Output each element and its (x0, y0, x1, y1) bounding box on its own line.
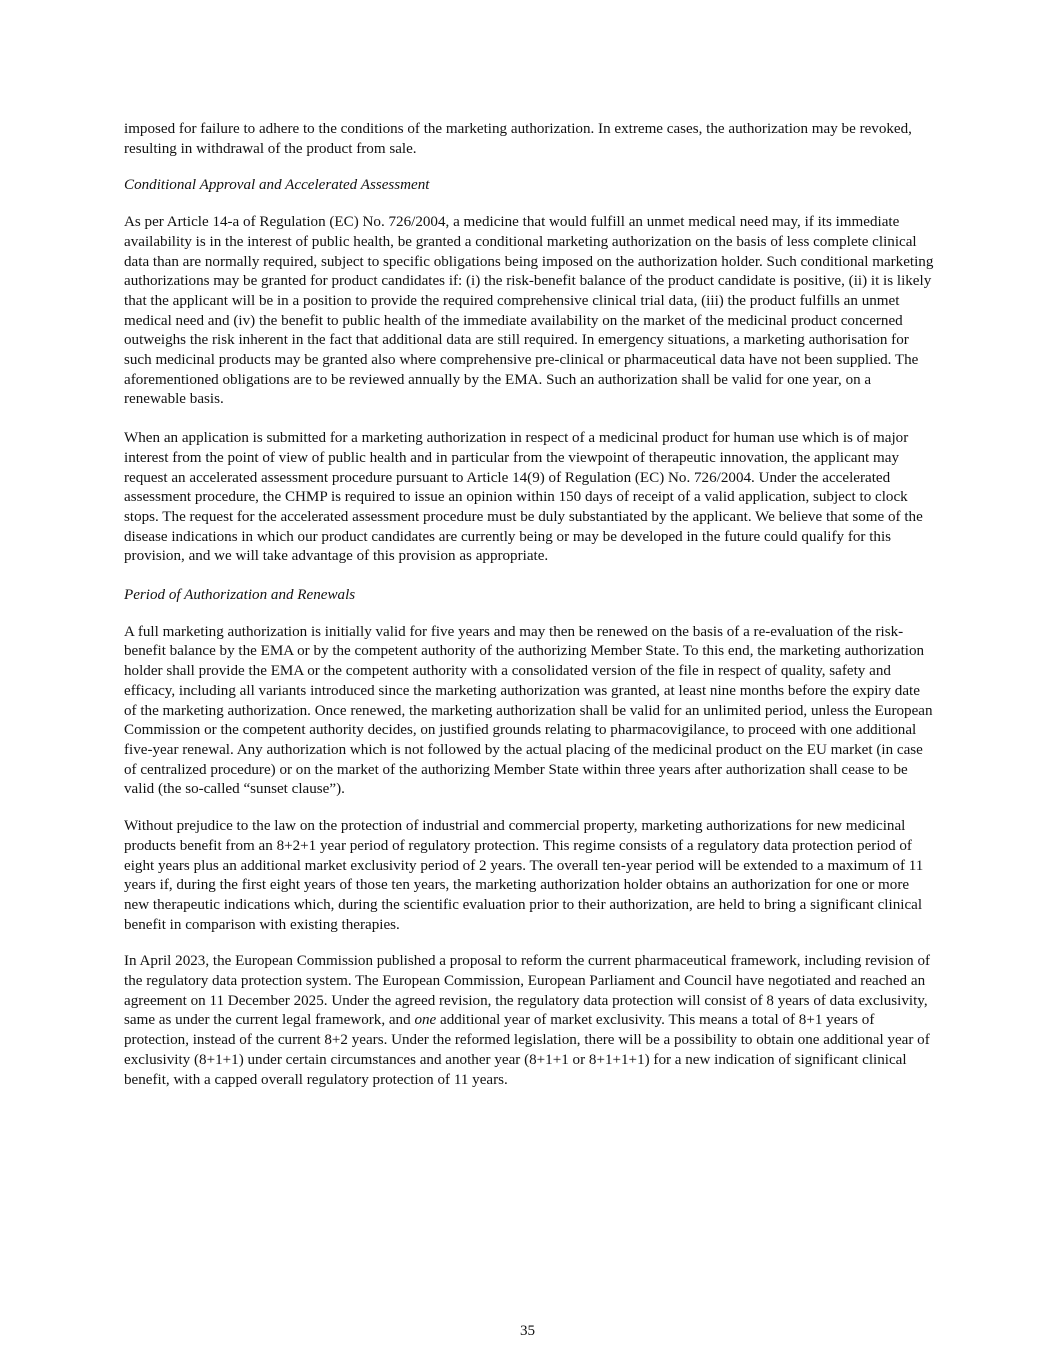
paragraph-article-14a: As per Article 14-a of Regulation (EC) No. 726/2004, a medicine that would fulfill an unmet medical need may, if its immediate availability is in the interest of public health, be granted a conditional marketing authorization on the basis of less complete clinical data than are normally required, subject to specific obligations being imposed on the authorization holder. Such conditional marketing authorizations may be granted for product candidates if: (i) the risk-benefit balance of the product candidate is positive, (ii) it is likely that the applicant will be in a position to provide the required comprehensive clinical trial data, (iii) the product fulfills an unmet medical need and (iv) the benefit to public health of the immediate availability on the market of the medicinal product concerned outweighs the risk inherent in the fact that additional data are still required. In emergency situations, a marketing authorisation for such medicinal products may be granted also where comprehensive pre-clinical or pharmaceutical data have not been supplied. The aforementioned obligations are to be reviewed annually by the EMA. Such an authorization shall be valid for one year, on a renewable basis. (124, 214, 934, 408)
paragraph-pharma-reform-part2: additional year of market exclusivity. This means a total of 8+1 years of protection, instead of the current 8+2 years. Under the reformed legislation, there will be a possibility to obtain one additional year of exclusivity (8+1+1) under certain circumstances and another year (8+1+1 or 8+1+1+1) for a new indication of significant clinical benefit, with a capped overall regulatory protection of 11 years. (124, 1012, 930, 1088)
section-heading-conditional-approval: Conditional Approval and Accelerated Assessment (124, 177, 430, 194)
paragraph-pharma-reform-emphasis: one (414, 1012, 437, 1029)
paragraph-continuation: imposed for failure to adhere to the conditions of the marketing authorization. In extreme cases, the authorization may be revoked, resulting in withdrawal of the product from sale. (124, 121, 912, 157)
page-number: 35 (519, 1323, 536, 1339)
paragraph-regulatory-protection: Without prejudice to the law on the protection of industrial and commercial property, marketing authorizations for new medicinal products benefit from an 8+2+1 year period of regulatory protection. This regime consists of a regulatory data protection period of eight years plus an additional market exclusivity period of 2 years. The overall ten-year period will be extended to a maximum of 11 years if, during the first eight years of those ten years, the marketing authorization holder obtains an authorization for one or more new therapeutic indications which, during the scientific evaluation prior to their authorization, are held to bring a significant clinical benefit in comparison with existing therapies. (124, 818, 924, 933)
paragraph-pharma-reform-part1: In April 2023, the European Commission published a proposal to reform the current pharmaceutical framework, including revision of the regulatory data protection system. The European Commission, European Parliament and Council have negotiated and reached an agreement on 11 December 2025. Under the agreed revision, the regulatory data protection will consist of 8 years of data exclusivity, same as under the current legal framework, and (124, 953, 931, 1029)
section-heading-period-of-authorization: Period of Authorization and Renewals (124, 587, 356, 604)
paragraph-renewal: A full marketing authorization is initially valid for five years and may then be renewed on the basis of a re-evaluation of the risk-benefit balance by the EMA or by the competent authority of the authorizing Member State. To this end, the marketing authorization holder shall provide the EMA or the competent authority with a consolidated version of the file in respect of quality, safety and efficacy, including all variants introduced since the marketing authorization was granted, at least nine months before the expiry date of the marketing authorization. Once renewed, the marketing authorization shall be valid for an unlimited period, unless the European Commission or the competent authority decides, on justified grounds relating to pharmacovigilance, to proceed with one additional five-year renewal. Any authorization which is not followed by the actual placing of the medicinal product on the EU market (in case of centralized procedure) or on the market of the authorizing Member State within three years after authorization shall cease to be valid (the so-called “sunset clause”). (124, 623, 933, 798)
paragraph-accelerated-assessment: When an application is submitted for a marketing authorization in respect of a medicinal product for human use which is of major interest from the point of view of public health and in particular from the viewpoint of therapeutic innovation, the applicant may request an accelerated assessment procedure pursuant to Article 14(9) of Regulation (EC) No. 726/2004. Under the accelerated assessment procedure, the CHMP is required to issue an opinion within 150 days of receipt of a valid application, subject to clock stops. The request for the accelerated assessment procedure must be duly substantiated by the applicant. We believe that some of the disease indications in which our product candidates are currently being or may be developed in the future could qualify for this provision, and we will take advantage of this provision as appropriate. (124, 430, 923, 565)
paragraph-pharma-reform (124, 952, 934, 1090)
document-body (124, 120, 934, 1090)
